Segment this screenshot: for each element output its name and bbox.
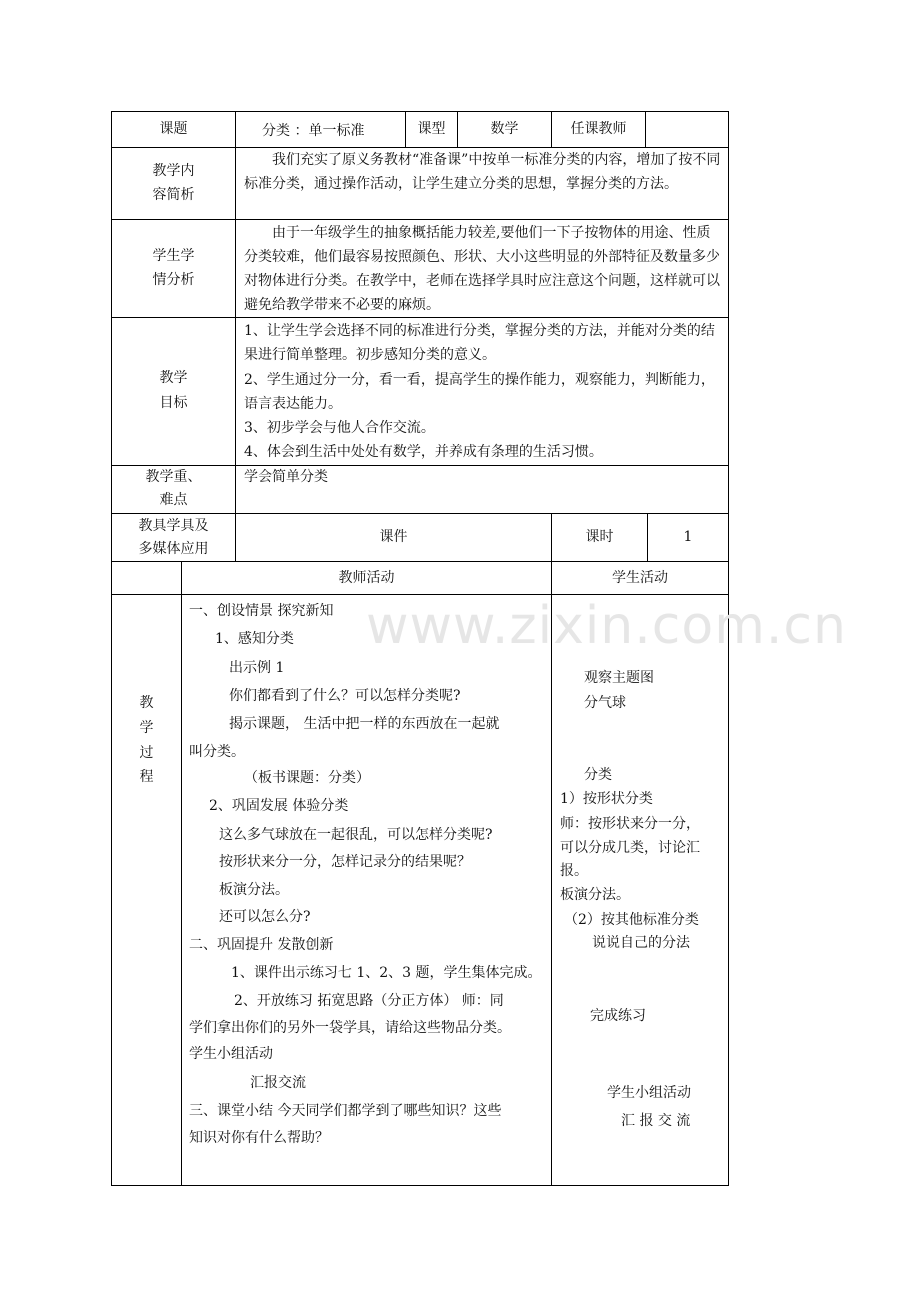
teacher-activity-header: 教师活动 <box>338 570 395 586</box>
student-analysis-label-2: 情分析 <box>152 272 195 288</box>
teacher-line: （板书课题：分类） <box>244 770 370 786</box>
student-line: 完成练习 <box>590 1008 646 1024</box>
goal-item-1: 1、让学生学会选择不同的标准进行分类，掌握分类的方法，并能对分类的结果进行简单整理。初步感知分类的意义。 <box>244 323 715 363</box>
teacher-line: 揭示课题， 生活中把一样的东西放在一起就 <box>229 716 500 732</box>
tools-label-1: 教具学具及 <box>138 518 209 534</box>
teacher-line: 这么多气球放在一起很乱，可以怎样分类呢? <box>219 827 493 843</box>
student-analysis-text: 由于一年级学生的抽象概括能力较差,要他们一下子按物体的用途、性质分类较难，他们最容易按照颜色、形状、大小这些明显的外部特征及数量多少对物体进行分类。在教学中，老师在选择学具时应注意这个问题，这样就可以避免给教学带来不必要的麻烦。 <box>244 225 720 313</box>
content-analysis-text: 我们充实了原义务教材“准备课”中按单一标准分类的内容，增加了按不同标准分类，通过操作活动，让学生建立分类的思想，掌握分类的方法。 <box>244 152 721 192</box>
tools-label-2: 多媒体应用 <box>138 541 209 557</box>
topic-value: 分类 ：单一标准 <box>262 123 365 139</box>
watermark: www.zixin.com.cn <box>366 596 847 656</box>
goal-item-3: 3、初步学会与他人合作交流。 <box>244 420 435 436</box>
teacher-line: 1、感知分类 <box>215 631 294 647</box>
goals-label-2: 目标 <box>159 395 188 411</box>
teacher-line: 按形状来分一分，怎样记录分的结果呢？ <box>219 854 471 870</box>
teacher-line: 三、课堂小结 今天同学们都学到了哪些知识？这些 <box>189 1103 502 1119</box>
content-analysis-label-2: 容简析 <box>152 187 195 203</box>
teacher-line: 学生小组活动 <box>189 1046 273 1062</box>
type-label: 课型 <box>417 121 446 137</box>
goal-item-2: 2、学生通过分一分，看一看，提高学生的操作能力，观察能力，判断能力，语言表达能力。 <box>244 372 715 412</box>
teacher-line: 一、创设情景 探究新知 <box>189 603 334 619</box>
process-label-char-3: 过 <box>139 745 154 761</box>
process-label-char-2: 学 <box>139 720 154 736</box>
student-line: 分气球 <box>584 695 626 711</box>
student-line: 1）按形状分类 <box>560 791 653 807</box>
student-analysis-label-1: 学生学 <box>152 248 195 264</box>
teacher-line: 二、巩固提升 发散创新 <box>189 937 334 953</box>
hours-label: 课时 <box>585 529 614 545</box>
student-line: 师：按形状来分一分， <box>560 816 700 832</box>
teacher-line: 叫分类。 <box>189 744 245 760</box>
process-label-char-4: 程 <box>139 769 154 785</box>
goals-label-1: 教学 <box>159 370 188 386</box>
teacher-line: 1、课件出示练习七 1、2、3 题，学生集体完成。 <box>231 965 542 981</box>
teacher-line: 板演分法。 <box>219 882 289 898</box>
student-line: 说说自己的分法 <box>592 935 690 951</box>
teacher-line: 汇报交流 <box>250 1075 306 1091</box>
student-line: 报。 <box>560 863 588 879</box>
topic-label: 课题 <box>159 121 188 137</box>
type-value: 数学 <box>490 121 519 137</box>
key-points-text: 学会简单分类 <box>244 469 328 485</box>
student-activity-header: 学生活动 <box>612 570 668 586</box>
teacher-line: 知识对你有什么帮助？ <box>189 1130 329 1146</box>
teacher-line: 出示例 1 <box>229 660 285 676</box>
student-line: 板演分法。 <box>560 887 630 903</box>
student-line: （2）按其他标准分类 <box>564 912 699 928</box>
teacher-line: 还可以怎么分? <box>219 909 311 925</box>
tools-value: 课件 <box>379 529 408 545</box>
teacher-line: 学们拿出你们的另外一袋学具，请给这些物品分类。 <box>189 1020 511 1036</box>
student-line: 可以分成几类，讨论汇 <box>560 840 700 856</box>
teacher-line: 你们都看到了什么？可以怎样分类呢? <box>229 688 461 704</box>
student-line: 观察主题图 <box>584 670 654 686</box>
student-line: 分类 <box>584 767 612 783</box>
hours-value: 1 <box>683 529 693 545</box>
teacher-label: 任课教师 <box>570 121 627 137</box>
process-label-char-1: 教 <box>139 695 154 711</box>
key-points-label-2: 难点 <box>159 492 188 508</box>
student-line: 汇 报 交 流 <box>621 1113 691 1129</box>
key-points-label-1: 教学重、 <box>145 469 202 485</box>
teacher-line: 2、巩固发展 体验分类 <box>209 798 349 814</box>
teacher-line: 2、开放练习 拓宽思路（分正方体） 师：同 <box>234 993 504 1009</box>
student-line: 学生小组活动 <box>607 1085 691 1101</box>
content-analysis-label-1: 教学内 <box>152 163 195 179</box>
goal-item-4: 4、体会到生活中处处有数学，并养成有条理的生活习惯。 <box>244 444 603 460</box>
